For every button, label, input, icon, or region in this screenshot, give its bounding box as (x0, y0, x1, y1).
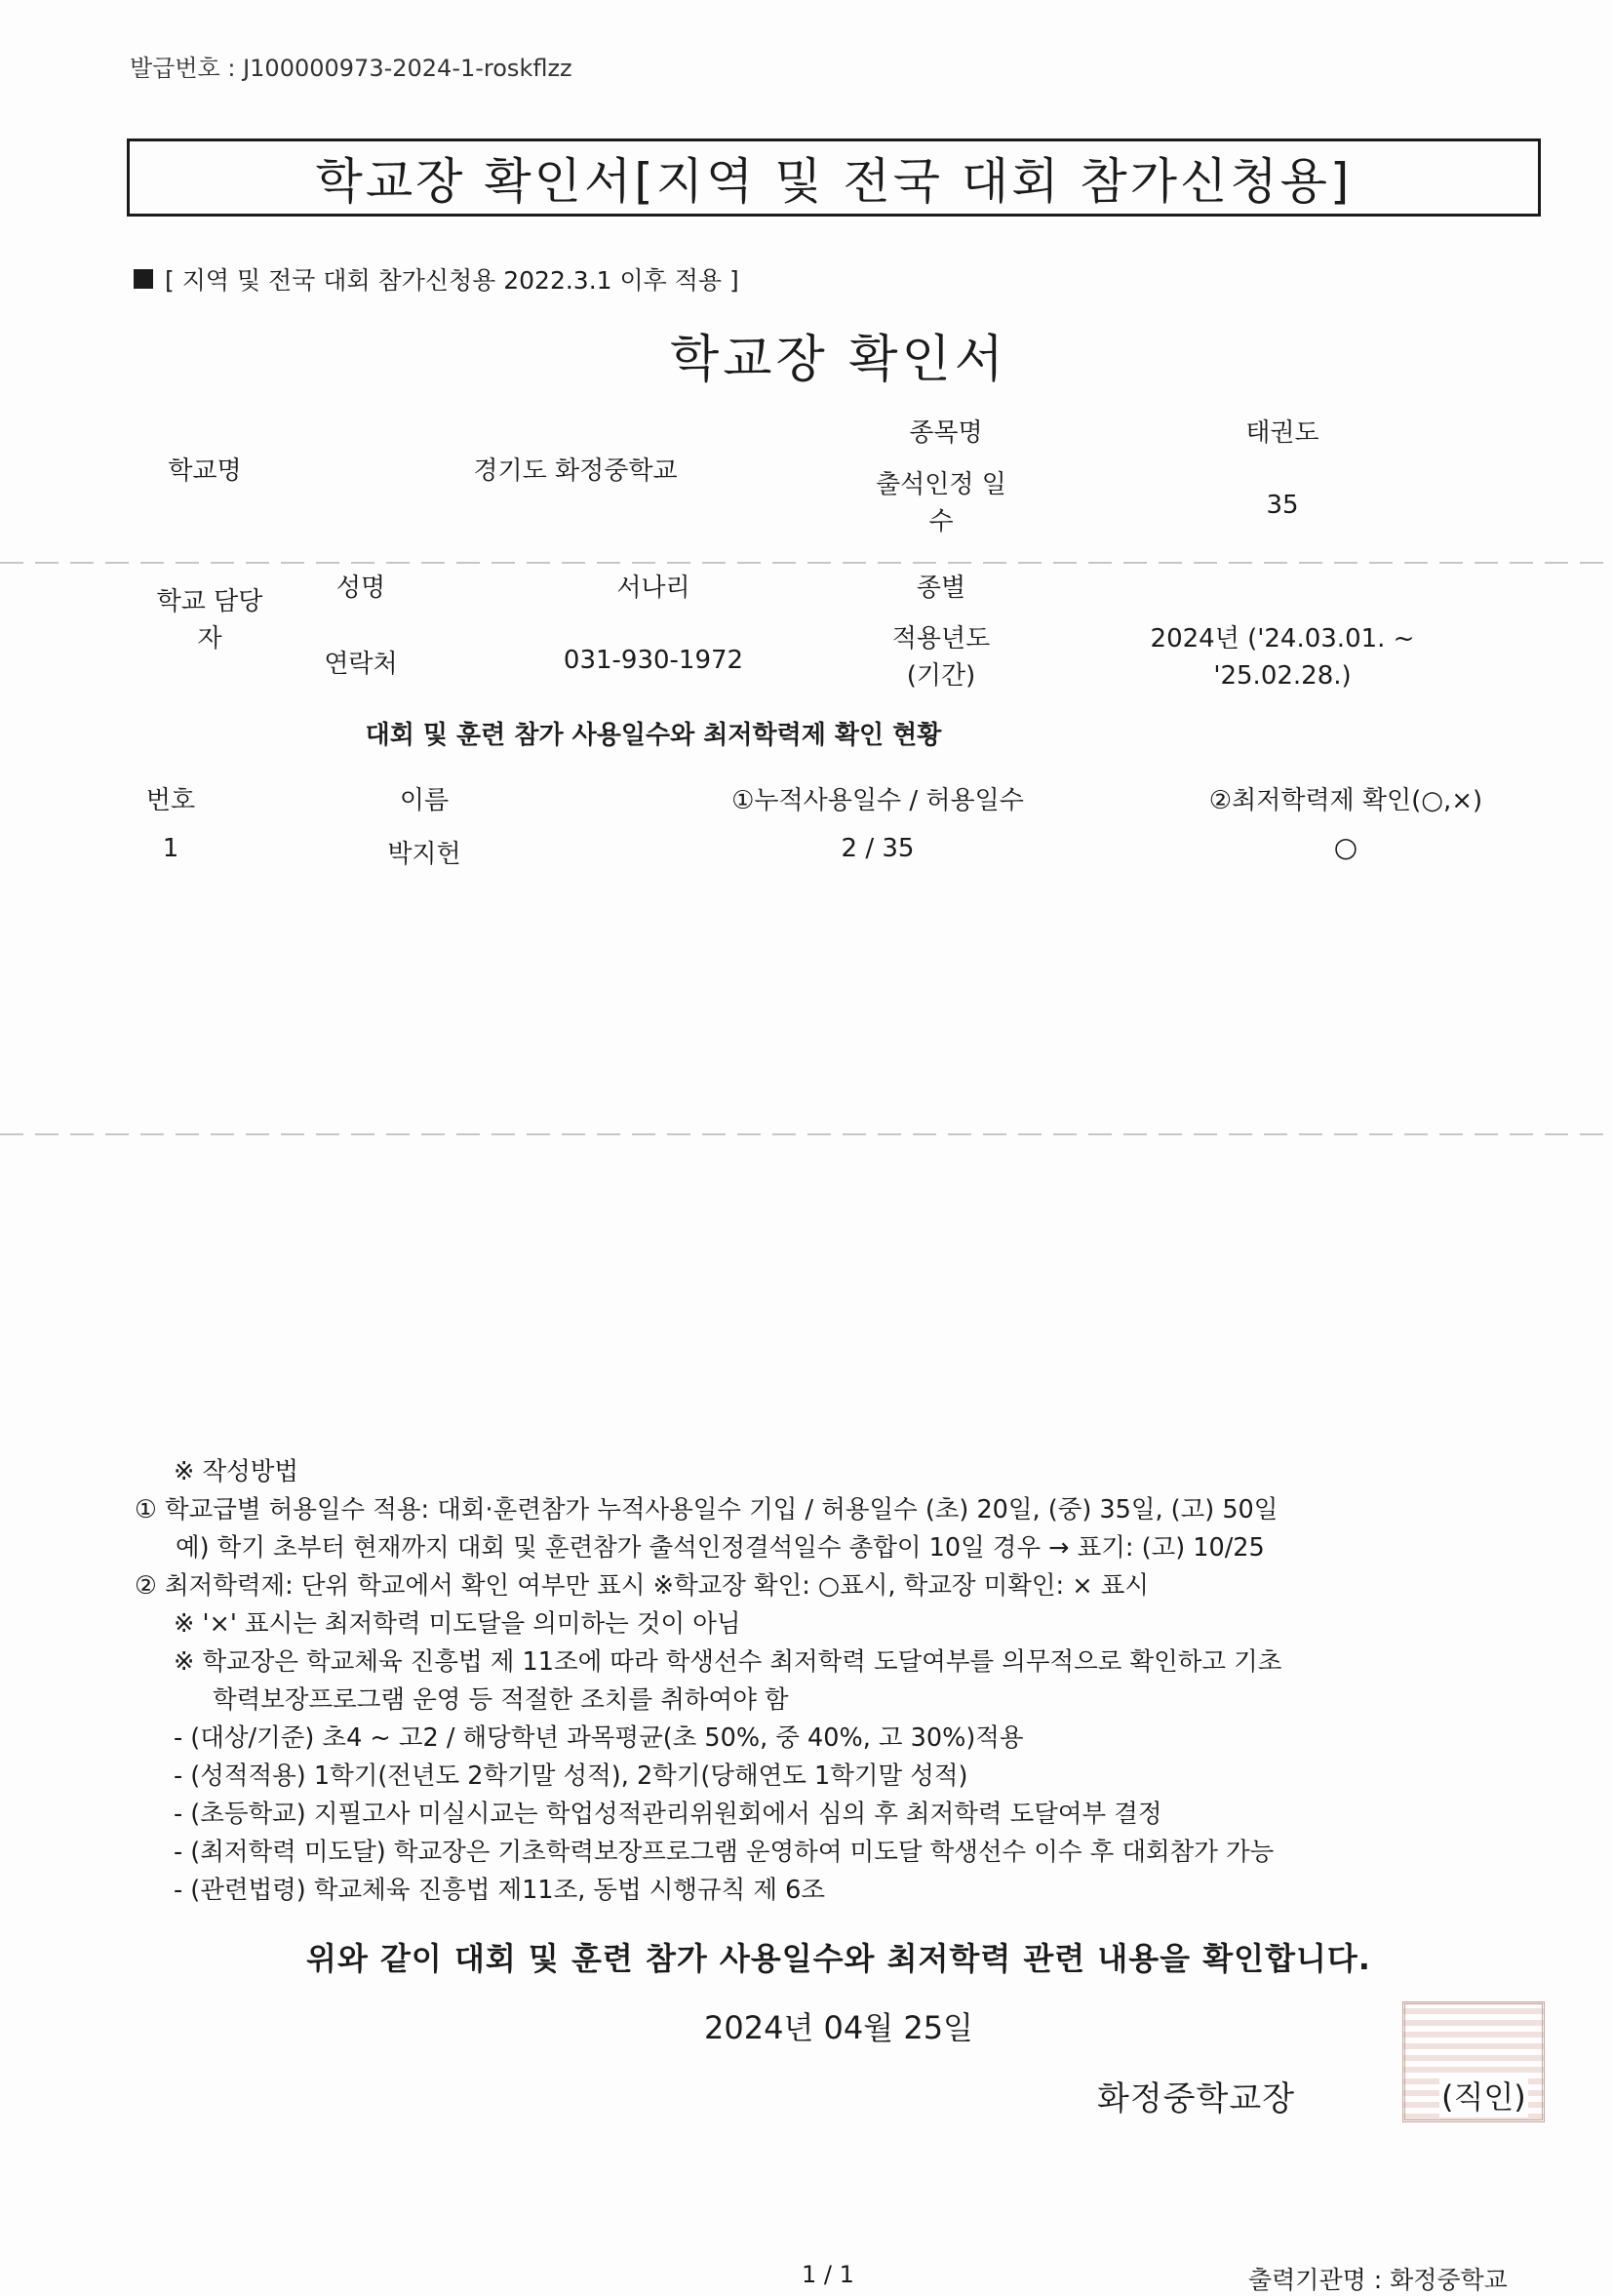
note-item: ※ '×' 표시는 최저학력 미도달을 의미하는 것이 아님 (174, 1609, 741, 1639)
writing-instructions (135, 1453, 1281, 1910)
seal-label: (직인) (1439, 2073, 1528, 2118)
note-item: - (최저학력 미도달) 학교장은 기초학력보장프로그램 운영하여 미도달 학생선수 이수 후 대회참가 가능 (174, 1838, 1275, 1867)
manager-label: 학교 담당자 (156, 587, 263, 653)
document-title: 학교장 확인서 (670, 331, 1007, 389)
row-1-min-academic: ○ (1333, 831, 1358, 863)
attendance-value: 35 (1266, 491, 1299, 520)
year-value: 2024년 ('24.03.01. ~ '25.02.28.) (1150, 624, 1415, 691)
section-note (134, 261, 739, 297)
col-header-used-days: ①누적사용일수 / 허용일수 (731, 786, 1024, 815)
name-label: 성명 (335, 574, 386, 603)
event-label: 종목명 (909, 418, 983, 448)
note-item: ② 최저학력제: 단위 학교에서 확인 여부만 표시 ※학교장 확인: ○표시, 학교장 미확인: × 표시 (135, 1571, 1149, 1601)
page-number: 1 / 1 (802, 2261, 854, 2288)
contact-value: 031-930-1972 (563, 646, 744, 675)
notes-heading: ※ 작성방법 (174, 1457, 299, 1486)
fold-line (0, 1133, 1613, 1135)
row-1-name: 박지헌 (387, 840, 461, 869)
category-label: 종별 (916, 574, 966, 603)
document-header: 학교장 확인서[지역 및 전국 대회 참가신청용] (127, 139, 1541, 217)
note-item: ① 학교급별 허용일수 적용: 대회·훈련참가 누적사용일수 기입 / 허용일수 (초) 20일, (중) 35일, (고) 50일 (135, 1495, 1279, 1524)
note-item: - (초등학교) 지필고사 미실시교는 학업성적관리위원회에서 심의 후 최저학력 도달여부 결정 (174, 1800, 1162, 1829)
year-label: 적용년도 (기간) (891, 624, 991, 691)
section-note-text: [ 지역 및 전국 대회 참가신청용 2022.3.1 이후 적용 ] (165, 266, 739, 295)
note-item: 예) 학기 초부터 현재까지 대회 및 훈련참가 출석인정결석일수 총합이 10일 경우 → 표기: (고) 10/25 (176, 1533, 1265, 1563)
school-label: 학교명 (168, 456, 242, 486)
col-header-name: 이름 (399, 786, 450, 815)
issue-number: 발급번호 : J100000973-2024-1-roskflzz (130, 55, 572, 82)
attendance-label: 출석인정 일수 (876, 470, 1006, 536)
col-header-min-academic: ②최저학력제 확인(○,×) (1208, 786, 1483, 815)
status-title: 대회 및 훈련 참가 사용일수와 최저학력제 확인 현황 (365, 721, 942, 750)
col-header-number: 번호 (145, 786, 196, 815)
principal-name: 화정중학교장 (1097, 2079, 1296, 2118)
note-item: - (성적적용) 1학기(전년도 2학기말 성적), 2학기(당해연도 1학기말 성적) (174, 1762, 968, 1791)
school-value: 경기도 화정중학교 (473, 456, 678, 486)
contact-label: 연락처 (324, 650, 398, 679)
name-value: 서나리 (616, 574, 690, 603)
issuing-institution: 출력기관명 : 화정중학교 (1248, 2266, 1508, 2294)
event-value: 태권도 (1245, 418, 1319, 448)
note-item: - (대상/기준) 초4 ~ 고2 / 해당학년 과목평균(초 50%, 중 40%, 고 30%)적용 (174, 1723, 1024, 1753)
square-bullet-icon (134, 269, 153, 289)
row-1-number: 1 (162, 834, 179, 863)
note-item: - (관련법령) 학교체육 진흥법 제11조, 동법 시행규칙 제 6조 (174, 1876, 826, 1905)
fold-line (0, 562, 1613, 564)
note-item: ※ 학교장은 학교체육 진흥법 제 11조에 따라 학생선수 최저학력 도달여부를 의무적으로 확인하고 기초 (174, 1647, 1282, 1677)
row-1-used-days: 2 / 35 (841, 834, 915, 863)
issue-date: 2024년 04월 25일 (704, 2009, 973, 2046)
confirmation-statement: 위와 같이 대회 및 훈련 참가 사용일수와 최저학력 관련 내용을 확인합니다. (306, 1940, 1371, 1977)
note-item: 학력보장프로그램 운영 등 적절한 조치를 취하여야 함 (213, 1685, 789, 1715)
